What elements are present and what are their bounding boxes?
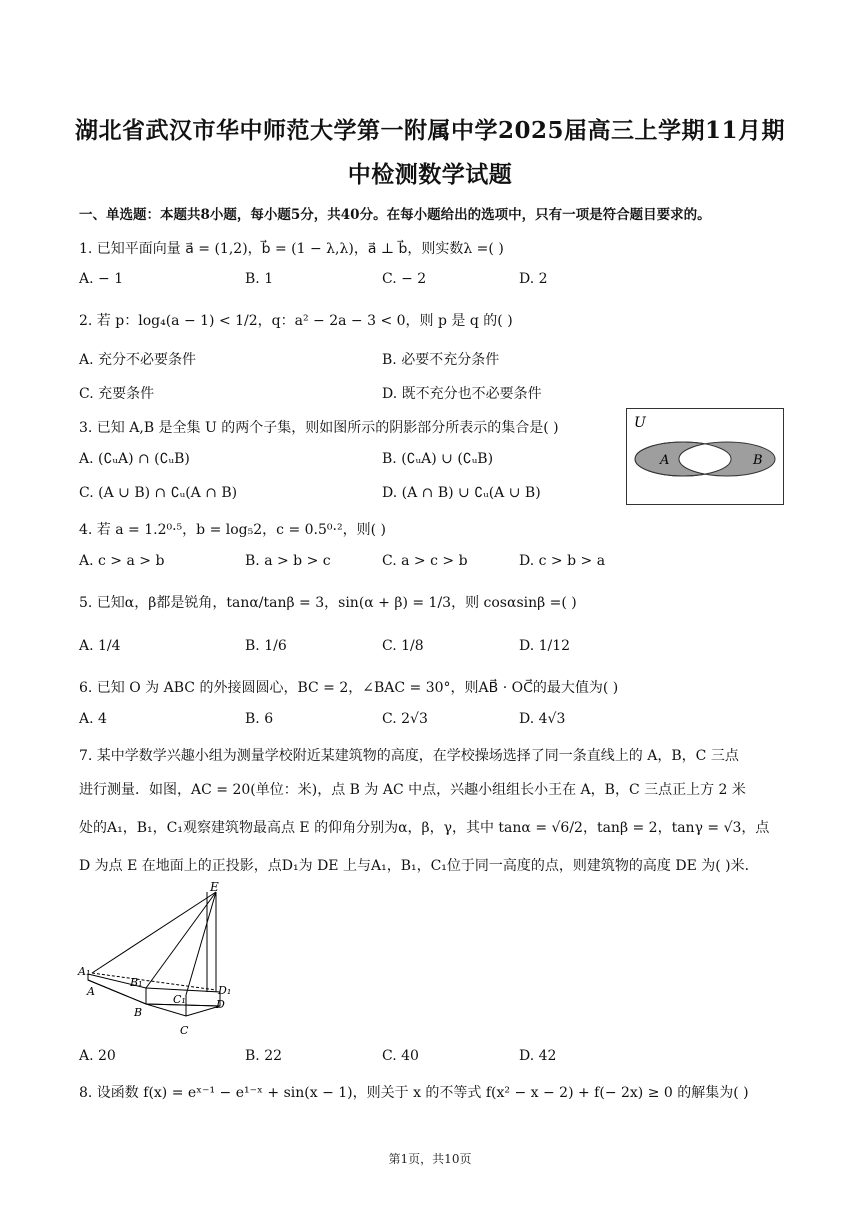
question-4-option-d: D. c > b > a: [519, 553, 606, 569]
question-2-stem: 2. 若 p：log₄(a − 1) < 1/2，q：a² − 2a − 3 < 0，则 p 是 q 的( ): [79, 313, 513, 329]
venn-label-u: U: [634, 415, 646, 431]
venn-label-a: A: [660, 453, 670, 468]
question-7-stem-line-2: 进行测量．如图，AC = 20(单位：米)，点 B 为 AC 中点，兴趣小组组长小王在 A，B，C 三点正上方 2 米: [79, 782, 746, 798]
question-5-option-b: B. 1/6: [245, 638, 287, 654]
question-6-option-a: A. 4: [79, 711, 107, 727]
ground-slab: [88, 974, 220, 1006]
question-4-option-b: B. a > b > c: [245, 553, 331, 569]
label-d: D: [216, 998, 225, 1011]
question-7-stem-line-4: D 为点 E 在地面上的正投影，点D₁为 DE 上与A₁，B₁，C₁位于同一高度的点，则建筑物的高度 DE 为( )米．: [79, 858, 759, 874]
question-1-stem: 1. 已知平面向量 a⃗ = (1,2)，b⃗ = (1 − λ,λ)，a⃗ ⊥ b⃗，则实数λ =( ): [79, 241, 504, 257]
label-a: A: [87, 985, 95, 998]
question-7-stem-line-1: 7. 某中学数学兴趣小组为测量学校附近某建筑物的高度，在学校操场选择了同一条直线上的 A，B，C 三点: [79, 748, 739, 764]
sightline-b1: [146, 892, 216, 988]
sightline-a1: [92, 892, 216, 973]
question-3-option-a: A. (∁ᵤA) ∩ (∁ᵤB): [79, 451, 190, 467]
label-d1: D₁: [218, 984, 232, 997]
question-1-option-a: A. − 1: [79, 271, 124, 287]
question-5-option-a: A. 1/4: [79, 638, 121, 654]
section-heading: 一、单选题：本题共8小题，每小题5分，共40分。在每小题给出的选项中，只有一项是符合题目要求的。: [79, 207, 711, 223]
question-8-stem: 8. 设函数 f(x) = eˣ⁻¹ − e¹⁻ˣ + sin(x − 1)，则关于 x 的不等式 f(x² − x − 2) + f(− 2x) ≥ 0 的解集为( ): [79, 1085, 749, 1101]
question-1-option-d: D. 2: [519, 271, 548, 287]
question-4-stem: 4. 若 a = 1.2⁰·⁵，b = log₅2，c = 0.5⁰·²，则( ): [79, 522, 386, 538]
question-4-option-a: A. c > a > b: [79, 553, 165, 569]
question-1-option-b: B. 1: [245, 271, 274, 287]
question-5-option-d: D. 1/12: [519, 638, 571, 654]
question-2-option-d: D. 既不充分也不必要条件: [382, 386, 542, 402]
question-7-option-a: A. 20: [79, 1048, 116, 1064]
building-measurement-figure: [76, 880, 246, 1042]
label-b1: B₁: [130, 976, 143, 989]
question-7-option-c: C. 40: [382, 1048, 419, 1064]
question-6-stem: 6. 已知 O 为 ABC 的外接圆圆心，BC = 2，∠BAC = 30°，则AB⃗ · OC⃗的最大值为( ): [79, 680, 619, 696]
label-c: C: [180, 1024, 189, 1037]
page-footer: 第1页，共10页: [388, 1152, 472, 1166]
question-3-stem: 3. 已知 A,B 是全集 U 的两个子集，则如图所示的阴影部分所表示的集合是( ): [79, 420, 559, 436]
question-7-option-b: B. 22: [245, 1048, 283, 1064]
question-7-option-d: D. 42: [519, 1048, 557, 1064]
question-2-option-c: C. 充要条件: [79, 386, 155, 402]
question-3-option-b: B. (∁ᵤA) ∪ (∁ᵤB): [382, 451, 494, 467]
question-6-option-d: D. 4√3: [519, 711, 566, 727]
question-6-option-b: B. 6: [245, 711, 274, 727]
question-3-option-c: C. (A ∪ B) ∩ ∁ᵤ(A ∩ B): [79, 485, 238, 501]
question-5-option-c: C. 1/8: [382, 638, 424, 654]
question-2-option-b: B. 必要不充分条件: [382, 352, 500, 368]
question-2-option-a: A. 充分不必要条件: [79, 352, 197, 368]
question-6-option-c: C. 2√3: [382, 711, 428, 727]
question-1-option-c: C. − 2: [382, 271, 427, 287]
document-title-line-2: 中检测数学试题: [347, 161, 513, 188]
sightline-c1: [186, 892, 216, 995]
question-4-option-c: C. a > c > b: [382, 553, 468, 569]
venn-diagram: [626, 408, 784, 505]
venn-label-b: B: [753, 453, 763, 468]
label-a1: A₁: [78, 965, 91, 978]
label-c1: C₁: [173, 993, 186, 1006]
label-b: B: [134, 1006, 143, 1019]
label-e: E: [210, 880, 219, 894]
question-3-option-d: D. (A ∩ B) ∪ ∁ᵤ(A ∪ B): [382, 485, 541, 501]
document-title-line-1: 湖北省武汉市华中师范大学第一附属中学2025届高三上学期11月期: [74, 117, 786, 144]
question-7-stem-line-3: 处的A₁，B₁，C₁观察建筑物最高点 E 的仰角分别为α，β，γ，其中 tanα = √6/2，tanβ = 2，tanγ = √3，点: [79, 820, 770, 836]
question-5-stem: 5. 已知α，β都是锐角，tanα/tanβ = 3，sin(α + β) = 1/3，则 cosαsinβ =( ): [79, 595, 577, 611]
